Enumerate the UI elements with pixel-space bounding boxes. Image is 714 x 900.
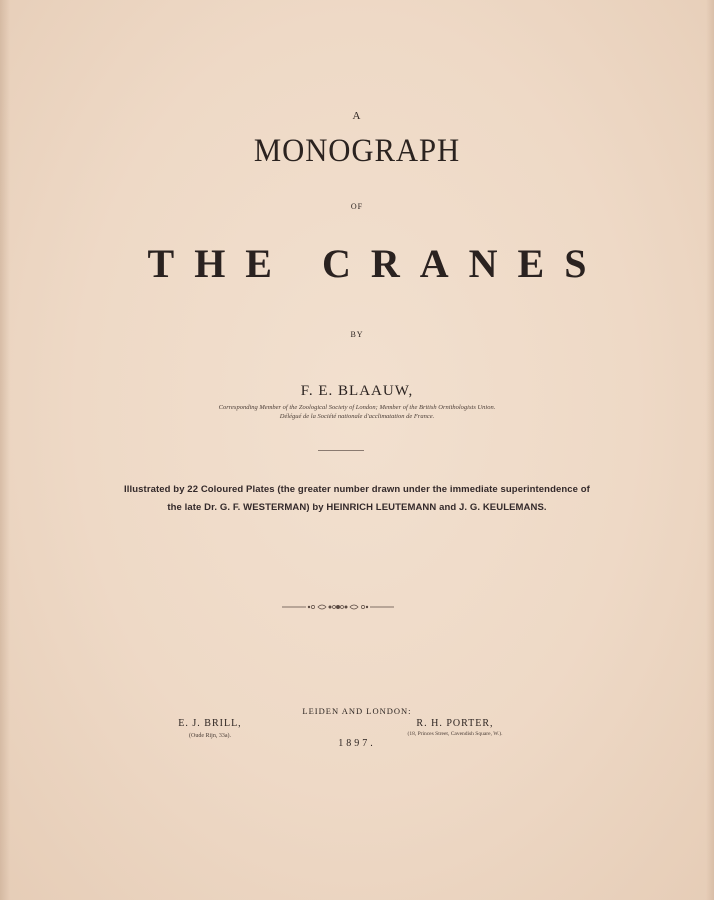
title-subject: THE CRANES: [147, 241, 607, 286]
title-article: A: [352, 110, 362, 122]
ornament-divider: [282, 601, 394, 613]
publisher-left: E. J. BRILL,: [178, 718, 242, 729]
imprint-place: LEIDEN AND LONDON:: [302, 706, 412, 716]
illustration-note-line-1: Illustrated by 22 Coloured Plates (the greater number drawn under the immediate superintendence of: [124, 484, 590, 495]
publisher-right: R. H. PORTER,: [416, 718, 494, 729]
title-preposition: OF: [350, 202, 364, 211]
publisher-right-address: (18, Princes Street, Cavendish Square, W.).: [407, 731, 503, 737]
title-main: MONOGRAPH: [253, 133, 461, 169]
author-name: F. E. BLAAUW,: [300, 383, 414, 399]
page-edge-left: [0, 0, 10, 900]
divider-rule: [318, 450, 364, 451]
author-affiliation-1: Corresponding Member of the Zoological Society of London; Member of the British Ornithologists Union.: [218, 404, 496, 411]
publication-year: 1897.: [338, 738, 376, 749]
publisher-left-address: (Oude Rijn, 33a).: [189, 733, 231, 739]
page-edge-right: [706, 0, 714, 900]
illustration-note-line-2: the late Dr. G. F. WESTERMAN) by HEINRICH LEUTEMANN and J. G. KEULEMANS.: [167, 502, 547, 513]
author-affiliation-2: Délégué de la Société nationale d'acclimatation de France.: [279, 413, 435, 420]
by-line: BY: [350, 330, 364, 339]
